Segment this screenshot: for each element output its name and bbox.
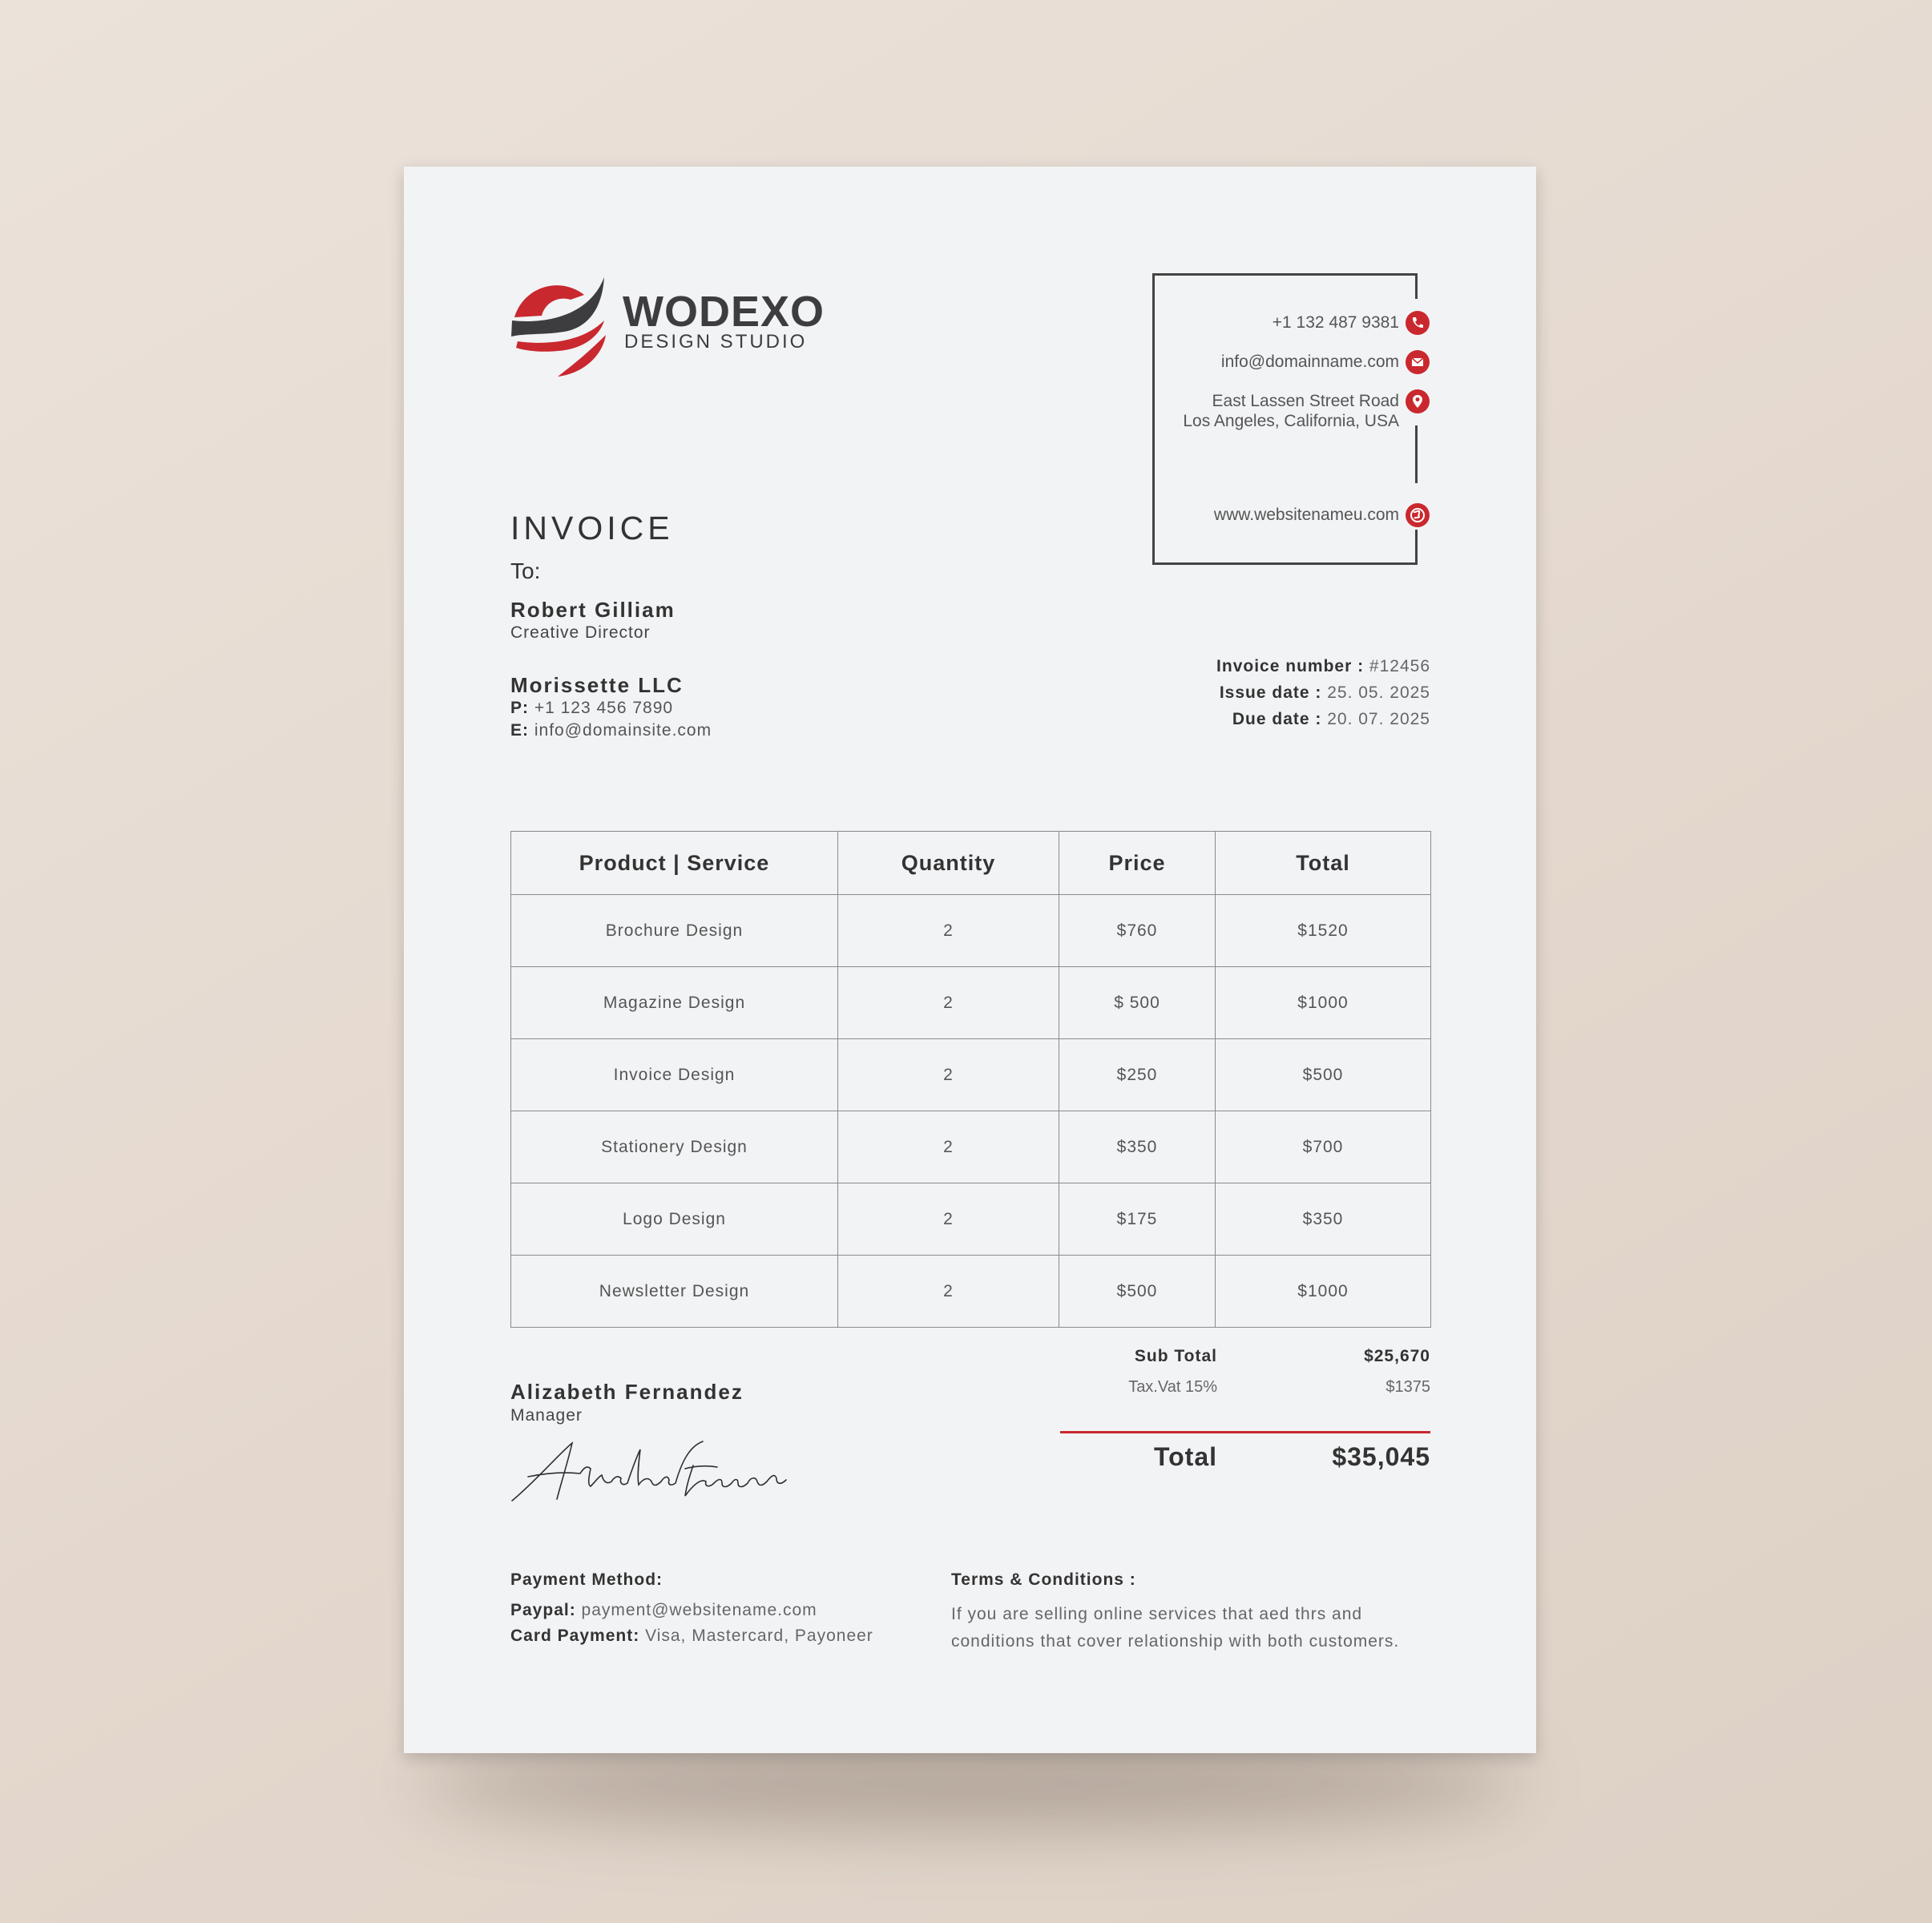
cell-product: Newsletter Design: [511, 1256, 838, 1328]
contact-box-edge: [1415, 273, 1418, 299]
paypal-line: [510, 1601, 817, 1620]
table-row: [511, 1183, 1431, 1256]
client-role: Creative Director: [510, 623, 651, 642]
terms-text: If you are selling online services that aed thrs and conditions that cover relationship with both customers.: [951, 1605, 1400, 1651]
client-phone: +1 123 456 7890: [534, 699, 674, 717]
contact-address-line2: Los Angeles, California, USA: [1183, 412, 1399, 430]
payment-title: Payment Method:: [510, 1570, 663, 1589]
subtotal-label: Sub Total: [1134, 1347, 1217, 1365]
issue-date-label: Issue date :: [1219, 683, 1322, 702]
issue-date: 25. 05. 2025: [1327, 683, 1430, 702]
cell-product: Brochure Design: [511, 895, 838, 967]
grand-total-label: Total: [1153, 1442, 1217, 1471]
cell-quantity: 2: [838, 895, 1059, 967]
cell-price: $350: [1059, 1111, 1216, 1183]
column-header-total: Total: [1216, 832, 1431, 895]
client-name: Robert Gilliam: [510, 598, 676, 622]
subtotal-value: $25,670: [1364, 1347, 1430, 1365]
paypal-value: payment@websitename.com: [581, 1601, 817, 1619]
cell-quantity: 2: [838, 967, 1059, 1039]
client-company: Morissette LLC: [510, 673, 684, 697]
phone-icon: [1406, 311, 1430, 335]
due-date-line: [1232, 710, 1430, 729]
cell-total: $350: [1216, 1183, 1431, 1256]
card-value: Visa, Mastercard, Payoneer: [645, 1627, 873, 1645]
column-header-price: Price: [1059, 832, 1216, 895]
card-label: Card Payment:: [510, 1627, 640, 1645]
cell-product: Logo Design: [511, 1183, 838, 1256]
signer-role: Manager: [510, 1406, 583, 1425]
card-line: [510, 1627, 873, 1646]
contact-address-line1: East Lassen Street Road: [1212, 392, 1399, 410]
signer-name: Alizabeth Fernandez: [510, 1380, 744, 1404]
cell-quantity: 2: [838, 1039, 1059, 1111]
cell-total: $500: [1216, 1039, 1431, 1111]
cell-product: Stationery Design: [511, 1111, 838, 1183]
cell-price: $ 500: [1059, 967, 1216, 1039]
contact-box-edge: [1415, 425, 1418, 483]
tax-label: Tax.Vat 15%: [1128, 1378, 1217, 1396]
signature-image: [504, 1437, 793, 1509]
client-phone-label: P:: [510, 699, 529, 717]
invoice-number-line: [1216, 657, 1430, 676]
client-email-label: E:: [510, 721, 529, 740]
tax-value: $1375: [1385, 1378, 1430, 1396]
client-phone-line: [510, 699, 673, 718]
cell-product: Invoice Design: [511, 1039, 838, 1111]
grand-total-value: $35,045: [1332, 1442, 1430, 1471]
invoice-page: [404, 167, 1536, 1753]
contact-box-edge: [1415, 530, 1418, 562]
invoice-number: #12456: [1369, 657, 1430, 675]
invoice-title: INVOICE: [510, 510, 674, 546]
location-pin-icon: [1406, 389, 1430, 413]
due-date-label: Due date :: [1232, 710, 1322, 728]
contact-website: www.websitenameu.com: [1213, 506, 1399, 524]
paypal-label: Paypal:: [510, 1601, 576, 1619]
cell-quantity: 2: [838, 1111, 1059, 1183]
globe-icon: [1406, 503, 1430, 527]
table-row: [511, 1111, 1431, 1183]
cell-quantity: 2: [838, 1183, 1059, 1256]
cell-quantity: 2: [838, 1256, 1059, 1328]
cell-total: $1520: [1216, 895, 1431, 967]
brand-name: WODEXO: [623, 288, 825, 336]
table-row: [511, 1256, 1431, 1328]
table-row: [511, 895, 1431, 967]
cell-total: $700: [1216, 1111, 1431, 1183]
contact-email: info@domainname.com: [1220, 353, 1399, 371]
client-email: info@domainsite.com: [534, 721, 712, 740]
invoice-number-label: Invoice number :: [1216, 657, 1365, 675]
table-header-row: [511, 832, 1431, 895]
items-table: [510, 831, 1431, 1328]
cell-price: $175: [1059, 1183, 1216, 1256]
table-row: [511, 967, 1431, 1039]
cell-price: $500: [1059, 1256, 1216, 1328]
brand-tagline: DESIGN STUDIO: [624, 331, 808, 353]
table-row: [511, 1039, 1431, 1111]
terms-title: Terms & Conditions :: [951, 1570, 1136, 1589]
column-header-product: Product | Service: [511, 832, 838, 895]
to-label: To:: [510, 558, 541, 583]
contact-address: [1183, 391, 1399, 431]
logo-mark-icon: [508, 271, 612, 379]
client-email-line: [510, 721, 712, 740]
cell-price: $250: [1059, 1039, 1216, 1111]
total-divider: [1060, 1431, 1430, 1433]
issue-date-line: [1220, 683, 1430, 703]
email-icon: [1406, 350, 1430, 374]
column-header-quantity: Quantity: [838, 832, 1059, 895]
cell-product: Magazine Design: [511, 967, 838, 1039]
contact-phone: +1 132 487 9381: [1272, 313, 1399, 332]
cell-total: $1000: [1216, 1256, 1431, 1328]
cell-price: $760: [1059, 895, 1216, 967]
due-date: 20. 07. 2025: [1327, 710, 1430, 728]
cell-total: $1000: [1216, 967, 1431, 1039]
